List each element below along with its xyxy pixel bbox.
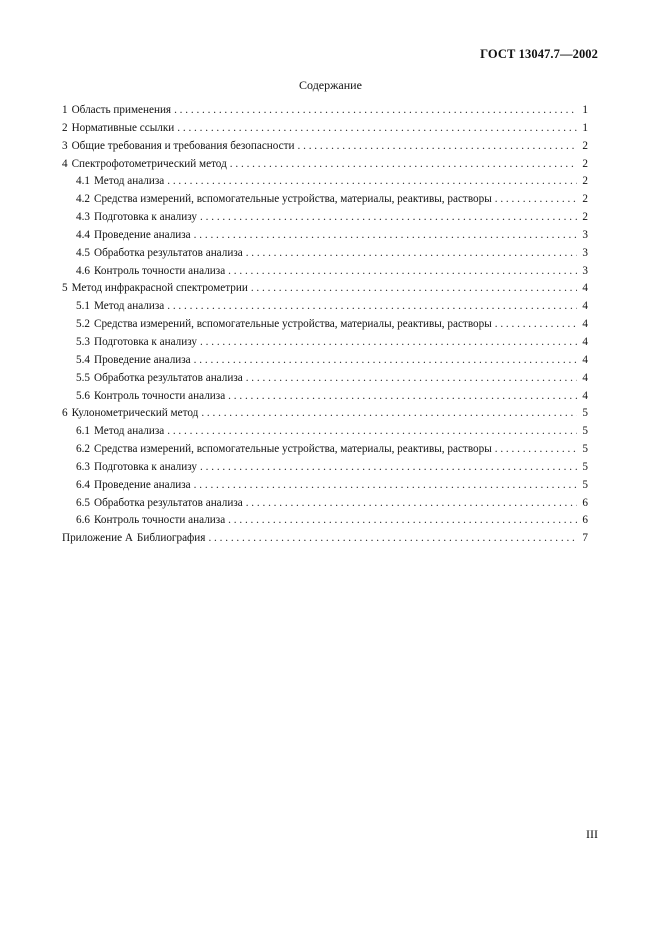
toc-dot-leader [200,459,577,477]
toc-entry [62,245,588,263]
toc-entry-page: 6 [582,496,588,509]
toc-entry-number: 4.6 [76,264,90,277]
toc-entry-label: Подготовка к анализу [93,335,198,348]
toc-entry-page: 4 [582,300,588,313]
toc-entry [62,263,588,281]
toc-dot-leader [177,120,577,138]
toc-entry [62,388,588,406]
toc-entry-number: 6 [62,407,68,420]
toc-entry [62,441,588,459]
toc-entry [62,173,588,191]
toc-entry-number: 6.5 [76,496,90,509]
toc-entry-page: 5 [582,460,588,473]
toc-entry-number: 6.4 [76,478,90,491]
toc-entry-label: Метод анализа [93,425,165,438]
toc-entry-label: Средства измерений, вспомогательные устройства, материалы, реактивы, растворы [93,443,492,456]
toc-entry-number: 4.3 [76,211,90,224]
toc-dot-leader [201,405,577,423]
toc-entry [62,156,588,174]
toc-entry-page: 1 [582,104,588,116]
toc-entry-number: 5.4 [76,353,90,366]
toc-entry-page: 4 [582,282,588,295]
page-number: III [586,827,598,841]
toc-entry-page: 5 [582,478,588,491]
toc-entry-number: 5.2 [76,318,90,331]
toc-entry-label: Обработка результатов анализа [93,371,243,384]
toc-entry-label: Общие требования и требования безопасности [71,139,295,152]
toc-entry-label: Спектрофотометрический метод [71,157,227,170]
toc-entry-label: Метод инфракрасной спектрометрии [71,282,248,295]
toc-entry-page: 6 [582,514,588,527]
toc-entry [62,495,588,513]
toc-entry-label: Подготовка к анализу [93,211,198,224]
toc-entry [62,191,588,209]
toc-entry-number: 6.2 [76,443,90,456]
toc-entry-number: 5.3 [76,335,90,348]
toc-entry [62,405,588,423]
toc-entry-page: 3 [582,264,588,277]
toc-dot-leader [174,102,577,120]
toc-entry-page: 5 [582,443,588,456]
toc-entry-label: Проведение анализа [93,353,191,366]
toc-entry [62,120,588,138]
toc-entry-number: 5 [62,282,68,295]
toc-entry-label: Проведение анализа [93,228,191,241]
toc-dot-leader [495,441,577,459]
toc-entry-number: Приложение А [62,532,133,545]
toc-dot-leader [194,227,577,245]
toc-entry [62,334,588,352]
toc-dot-leader [230,156,577,174]
toc-entry-page: 5 [582,425,588,438]
toc-dot-leader [246,370,577,388]
toc-entry-page: 3 [582,246,588,259]
toc-entry [62,459,588,477]
toc-dot-leader [200,209,577,227]
toc-dot-leader [251,280,577,298]
toc-entry-page: 4 [582,353,588,366]
toc-entry-page: 4 [582,371,588,384]
toc-entry [62,477,588,495]
toc-entry-page: 2 [582,193,588,206]
toc-entry-page: 4 [582,318,588,331]
toc-dot-leader [246,495,577,513]
toc-entry [62,102,588,120]
toc-entry-label: Метод анализа [93,175,165,188]
toc-entry-number: 6.1 [76,425,90,438]
toc-dot-leader [246,245,577,263]
toc-entry [62,138,588,156]
toc-entry-label: Обработка результатов анализа [93,496,243,509]
toc-entry-number: 2 [62,121,68,134]
toc-dot-leader [167,423,577,441]
table-of-contents [62,102,588,548]
toc-dot-leader [200,334,577,352]
toc-entry-number: 6.6 [76,514,90,527]
toc-entry [62,209,588,227]
toc-entry-page: 2 [582,211,588,224]
toc-dot-leader [495,191,577,209]
toc-entry-number: 6.3 [76,460,90,473]
toc-entry-label: Библиография [136,532,206,545]
toc-entry-label: Область применения [71,104,172,116]
toc-entry-number: 4.2 [76,193,90,206]
toc-entry-label: Кулонометрический метод [71,407,199,420]
toc-entry-label: Обработка результатов анализа [93,246,243,259]
toc-title: Содержание [299,78,362,92]
toc-entry-page: 4 [582,389,588,402]
toc-entry-number: 5.1 [76,300,90,313]
toc-entry-label: Подготовка к анализу [93,460,198,473]
toc-entry-page: 5 [582,407,588,420]
toc-entry-label: Средства измерений, вспомогательные устройства, материалы, реактивы, растворы [93,193,492,206]
toc-entry [62,370,588,388]
toc-dot-leader [228,388,577,406]
toc-entry-label: Метод анализа [93,300,165,313]
toc-dot-leader [298,138,577,156]
toc-entry-label: Контроль точности анализа [93,264,226,277]
toc-entry-page: 1 [582,121,588,134]
toc-entry-page: 2 [582,175,588,188]
toc-dot-leader [194,477,577,495]
toc-dot-leader [208,530,577,548]
toc-dot-leader [167,173,577,191]
toc-dot-leader [228,512,577,530]
toc-entry [62,512,588,530]
toc-entry-number: 4.5 [76,246,90,259]
toc-dot-leader [194,352,577,370]
toc-entry-label: Нормативные ссылки [71,121,175,134]
toc-entry-number: 3 [62,139,68,152]
toc-entry-label: Проведение анализа [93,478,191,491]
toc-entry [62,530,588,548]
toc-entry [62,227,588,245]
toc-entry-page: 2 [582,157,588,170]
toc-dot-leader [495,316,577,334]
toc-entry [62,316,588,334]
toc-entry [62,298,588,316]
document-code: ГОСТ 13047.7—2002 [480,47,598,61]
toc-entry-number: 4.1 [76,175,90,188]
toc-entry-label: Средства измерений, вспомогательные устройства, материалы, реактивы, растворы [93,318,492,331]
toc-entry-number: 1 [62,104,68,116]
toc-entry-label: Контроль точности анализа [93,514,226,527]
toc-entry [62,280,588,298]
toc-entry-number: 4.4 [76,228,90,241]
toc-entry-number: 5.5 [76,371,90,384]
toc-dot-leader [167,298,577,316]
toc-entry-page: 7 [582,532,588,545]
toc-entry [62,352,588,370]
toc-entry-number: 4 [62,157,68,170]
toc-entry-page: 4 [582,335,588,348]
toc-entry-label: Контроль точности анализа [93,389,226,402]
toc-entry-page: 3 [582,228,588,241]
toc-dot-leader [228,263,577,281]
toc-entry-page: 2 [582,139,588,152]
toc-entry [62,423,588,441]
toc-entry-number: 5.6 [76,389,90,402]
